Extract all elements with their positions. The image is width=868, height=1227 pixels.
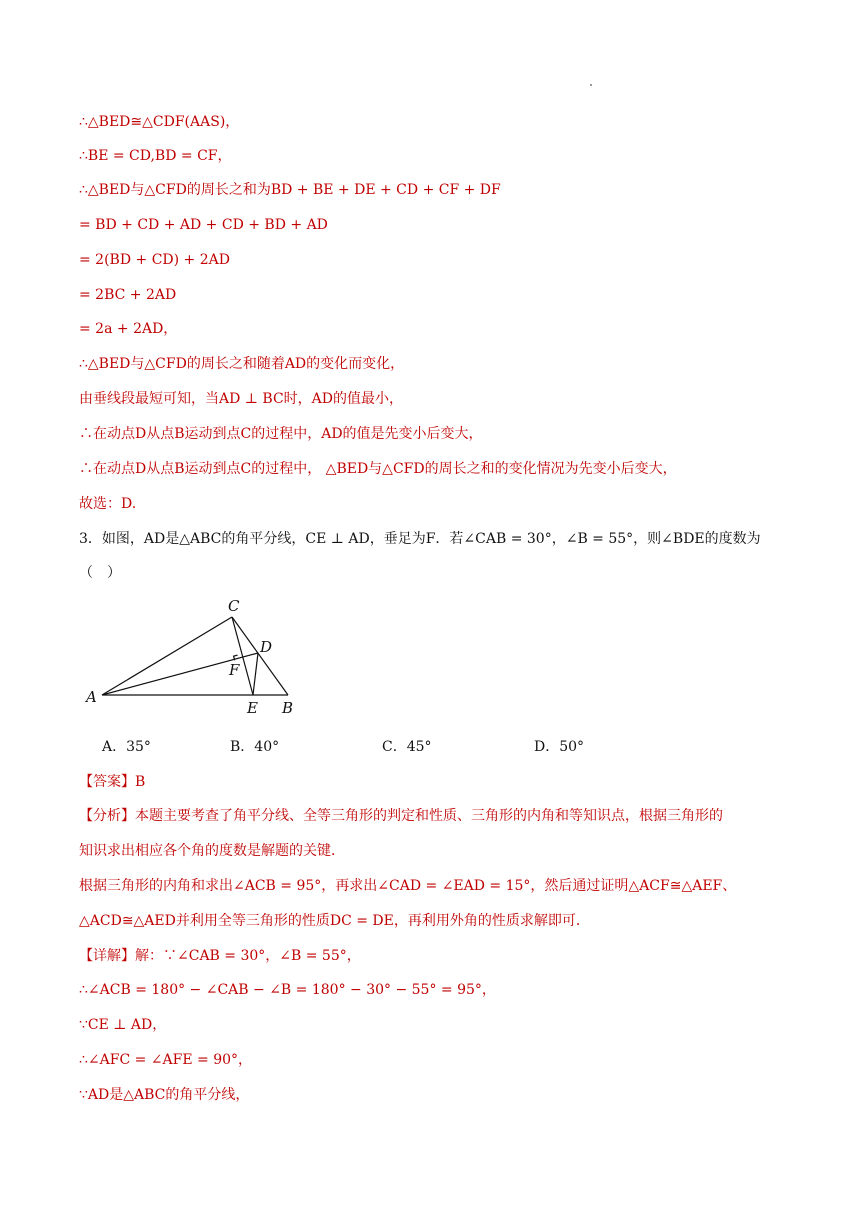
triangle-figure [80,595,320,725]
segment-DE [253,653,258,695]
label-A: A [86,688,97,706]
question-blank: （ ） [79,565,121,581]
detail-line-4: ∴∠AFC = ∠AFE = 90°， [79,1052,253,1068]
option-c: C．45° [382,739,432,755]
label-B: B [282,699,294,717]
solution-line-9: 由垂线段最短可知，当AD ⊥ BC时，AD的值最小， [79,391,403,407]
solution-line-7: = 2a + 2AD， [79,321,178,337]
option-a: A．35° [102,739,151,755]
solution-line-6: = 2BC + 2AD [79,287,177,303]
detail-line-2: ∴∠ACB = 180° − ∠CAB − ∠B = 180° − 30° − 55° = 95°， [79,982,496,998]
scan-dot [590,84,592,86]
analysis-line-3: 根据三角形的内角和求出∠ACB = 95°，再求出∠CAD = ∠EAD = 15°，然后通过证明△ACF≅△AEF、 [79,878,737,894]
detail-line-5: ∵AD是△ABC的角平分线， [79,1087,250,1103]
label-F: F [229,661,240,679]
label-C: C [228,597,240,615]
detail-line-1: 【详解】解：∵∠CAB = 30°，∠B = 55°， [79,948,361,964]
solution-line-8: ∴△BED与△CFD的周长之和随着AD的变化而变化， [79,356,405,372]
analysis-line-1: 【分析】本题主要考查了角平分线、全等三角形的判定和性质、三角形的内角和等知识点，根据三角形的 [79,808,723,824]
solution-line-4: = BD + CD + AD + CD + BD + AD [79,217,328,233]
solution-line-3: ∴△BED与△CFD的周长之和为BD + BE + DE + CD + CF + DF [79,182,501,198]
question-stem: 3．如图，AD是△ABC的角平分线，CE ⊥ AD，垂足为F．若∠CAB = 30°，∠B = 55°，则∠BDE的度数为 [79,531,761,547]
analysis-line-2: 知识求出相应各个角的度数是解题的关键． [79,843,345,859]
solution-line-12: 故选：D. [79,496,137,512]
solution-line-10: ∴在动点D从点B运动到点C的过程中，AD的值是先变小后变大， [79,426,483,442]
solution-line-1: ∴△BED≅△CDF(AAS)， [79,114,240,130]
option-b: B．40° [230,739,280,755]
label-E: E [247,699,258,717]
solution-line-11: ∴在动点D从点B运动到点C的过程中， △BED与△CFD的周长之和的变化情况为先变小后变大， [79,461,677,477]
analysis-line-4: △ACD≅△AED并利用全等三角形的性质DC = DE，再利用外角的性质求解即可． [79,913,590,929]
segment-CB [232,617,288,695]
answer-line: 【答案】B [79,774,146,790]
detail-line-3: ∵CE ⊥ AD， [79,1017,167,1033]
solution-line-5: = 2(BD + CD) + 2AD [79,252,230,268]
segment-AC [102,617,232,695]
solution-line-2: ∴BE = CD,BD = CF， [79,148,232,164]
option-d: D．50° [534,739,585,755]
label-D: D [260,638,273,656]
